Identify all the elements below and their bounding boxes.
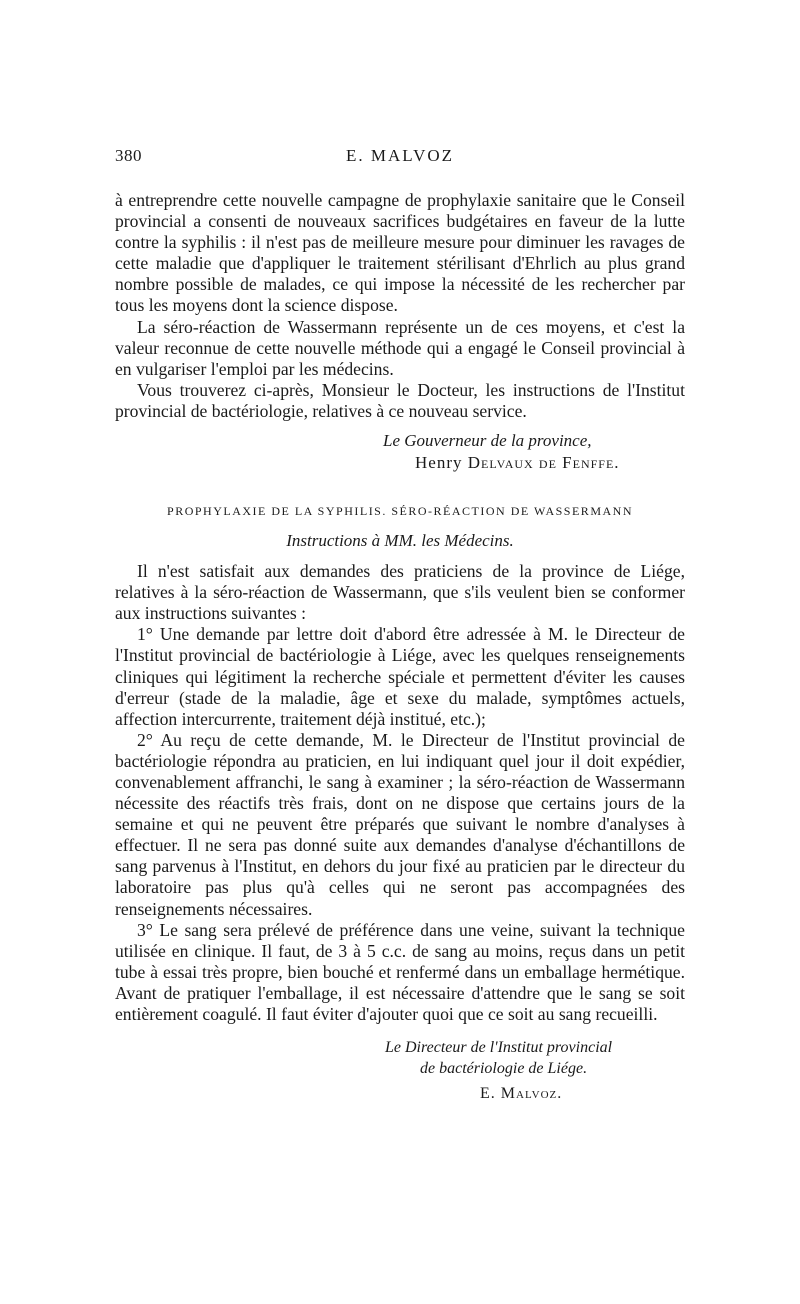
governor-name-first: Henry bbox=[415, 453, 468, 473]
instructions-paragraph-4: 3° Le sang sera prélevé de préférence dans une veine, suivant la technique utilisée en clinique. Il faut, de 3 à 5 c.c. de sang au moins, reçus dans un petit tube à essai très propre, bien bouché et renfermé dans un emballage hermétique. Avant de pratiquer l'emballage, il est nécessaire d'attendre que le sang se soit entièrement coagulé. Il faut éviter d'ajouter quoi que ce soit au sang recueilli. bbox=[115, 919, 685, 1024]
director-signature bbox=[115, 1037, 685, 1104]
running-head-author: E. MALVOZ bbox=[345, 146, 455, 165]
director-name bbox=[115, 1083, 685, 1104]
document-page bbox=[115, 146, 685, 1104]
page-number: 380 bbox=[115, 146, 142, 165]
intro-text bbox=[115, 190, 685, 422]
director-name-first: E. bbox=[480, 1085, 501, 1103]
director-role-line-2: de bactériologie de Liége. bbox=[420, 1060, 588, 1078]
instructions-paragraph-2: 1° Une demande par lettre doit d'abord être adressée à M. le Directeur de l'Institut provincial de bactériologie à Liége, avec les quelques renseignements cliniques qui légitiment la recherche spéciale et permettent d'éviter les causes d'erreur (stade de la maladie, âge et sexe du malade, symptômes actuels, affection intercurrente, traitement déjà institué, etc.); bbox=[115, 624, 685, 729]
director-role-line-1: Le Directeur de l'Institut provincial bbox=[385, 1039, 613, 1057]
section-subtitle: Instructions à MM. les Médecins. bbox=[286, 531, 514, 551]
running-head bbox=[115, 146, 685, 174]
governor-name-rest: Delvaux de Fenffe. bbox=[467, 453, 620, 473]
intro-paragraph-1: à entreprendre cette nouvelle campagne de prophylaxie sanitaire que le Conseil provincial a consenti de nouveaux sacrifices budgétaires en faveur de la lutte contre la syphilis : il n'est pas de meilleure mesure pour diminuer les ravages de cette maladie que d'appliquer le traitement stérilisant d'Ehrlich au plus grand nombre possible de malades, ce qui impose la nécessité de les rechercher par tous les moyens dont la science dispose. bbox=[115, 190, 685, 316]
director-name-rest: Malvoz. bbox=[500, 1085, 563, 1103]
intro-paragraph-2: La séro-réaction de Wassermann représente un de ces moyens, et c'est la valeur reconnue de cette nouvelle méthode qui a engagé le Conseil provincial à en vulgariser l'emploi par les médecins. bbox=[115, 316, 685, 379]
governor-role: Le Gouverneur de la province, bbox=[383, 431, 592, 451]
governor-signature bbox=[115, 430, 685, 474]
instructions-paragraph-3: 2° Au reçu de cette demande, M. le Directeur de l'Institut provincial de bactériologie répondra au praticien, en lui indiquant quel jour il doit expédier, convenablement affranchi, le sang à examiner ; la séro-réaction de Wassermann nécessite des réactifs très frais, dont on ne dispose que certains jours de la semaine et qui ne peuvent être préparés que suivant le nombre d'analyses à effectuer. Il ne sera pas donné suite aux demandes d'analyse d'échantillons de sang parvenus à l'Institut, en dehors du jour fixé au praticien par le directeur du laboratoire pas plus qu'à celles qui ne seront pas accompagnées des renseignements nécessaires. bbox=[115, 729, 685, 919]
instructions-text bbox=[115, 561, 685, 1025]
intro-paragraph-3: Vous trouverez ci-après, Monsieur le Docteur, les instructions de l'Institut provincial de bactériologie, relatives à ce nouveau service. bbox=[115, 379, 685, 421]
section-title: PROPHYLAXIE DE LA SYPHILIS. SÉRO-RÉACTION DE WASSERMANN bbox=[167, 504, 633, 519]
governor-name bbox=[115, 452, 685, 474]
instructions-paragraph-1: Il n'est satisfait aux demandes des praticiens de la province de Liége, relatives à la séro-réaction de Wassermann, que s'ils veulent bien se conformer aux instructions suivantes : bbox=[115, 561, 685, 624]
